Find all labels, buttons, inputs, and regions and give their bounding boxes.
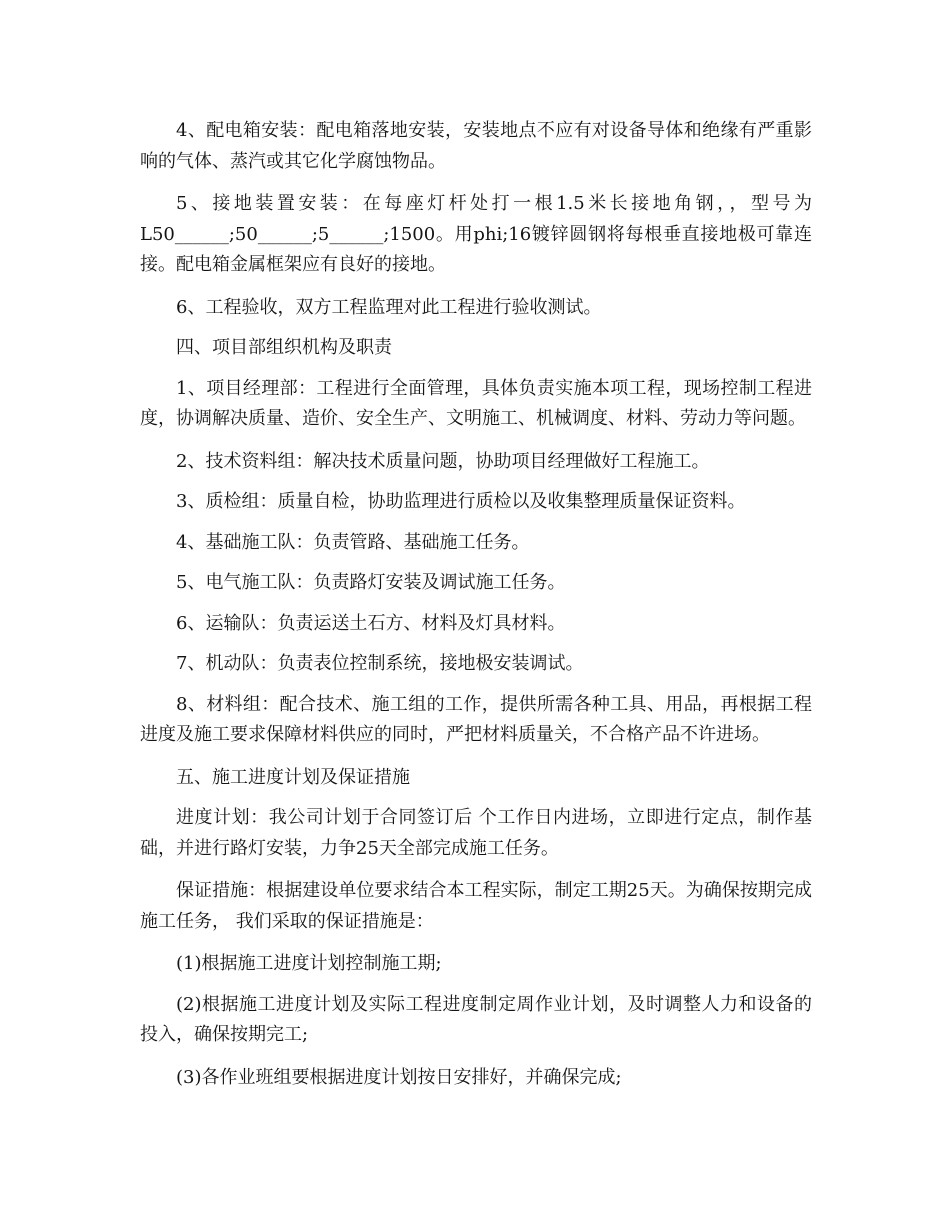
- paragraph-electrical-team: 5、电气施工队：负责路灯安装及调试施工任务。: [176, 572, 566, 593]
- paragraph-project-department: 1、项目经理部：工程进行全面管理，具体负责实施本项工程，现场控制工程进度，协调解决质量、造价、安全生产、文明施工、机械调度、材料、劳动力等问题。: [140, 377, 812, 429]
- paragraph-guarantee-measures: 保证措施：根据建设单位要求结合本工程实际，制定工期25天。为确保按期完成施工任务， 我们采取的保证措施是：: [140, 880, 812, 932]
- paragraph-technical-team: 2、技术资料组：解决技术质量问题，协助项目经理做好工程施工。: [176, 450, 710, 472]
- paragraph-materials-team: 8、材料组：配合技术、施工组的工作，提供所需各种工具、用品，再根据工程进度及施工要求保障材料供应的同时，严把材料质量关，不合格产品不许进场。: [140, 693, 812, 745]
- paragraph-distribution-box: 4、配电箱安装：配电箱落地安装，安装地点不应有对设备导体和绝缘有严重影响的气体、蒸汽或其它化学腐蚀物品。: [140, 120, 812, 172]
- document-body: [140, 116, 812, 1105]
- paragraph-foundation-team: 4、基础施工队：负责管路、基础施工任务。: [176, 531, 530, 553]
- paragraph-mobile-team: 7、机动队：负责表位控制系统，接地极安装调试。: [176, 653, 584, 674]
- section-heading-schedule: 五、施工进度计划及保证措施: [176, 766, 410, 788]
- paragraph-schedule-plan: 进度计划：我公司计划于合同签订后 个工作日内进场，立即进行定点，制作基础，并进行路灯安装，力争25天全部完成施工任务。: [140, 807, 812, 859]
- list-item-2: (2)根据施工进度计划及实际工程进度制定周作业计划，及时调整人力和设备的投入，确保按期完工;: [140, 993, 812, 1045]
- list-item-1: (1)根据施工进度计划控制施工期;: [176, 953, 442, 974]
- section-heading-organization: 四、项目部组织机构及职责: [176, 337, 392, 358]
- paragraph-grounding: 5、接地装置安装：在每座灯杆处打一根1.5米长接地角钢，，型号为L50______;50______;5______;1500。用phi;16镀锌圆钢将每根垂直接地极可靠连接。配电箱金属框架应有良好的接地。: [140, 193, 812, 275]
- list-item-3: (3)各作业班组要根据进度计划按日安排好，并确保完成;: [176, 1066, 622, 1088]
- paragraph-quality-team: 3、质检组：质量自检，协助监理进行质检以及收集整理质量保证资料。: [176, 491, 746, 512]
- paragraph-acceptance: 6、工程验收，双方工程监理对此工程进行验收测试。: [176, 296, 602, 318]
- paragraph-transport-team: 6、运输队：负责运送土石方、材料及灯具材料。: [176, 612, 566, 634]
